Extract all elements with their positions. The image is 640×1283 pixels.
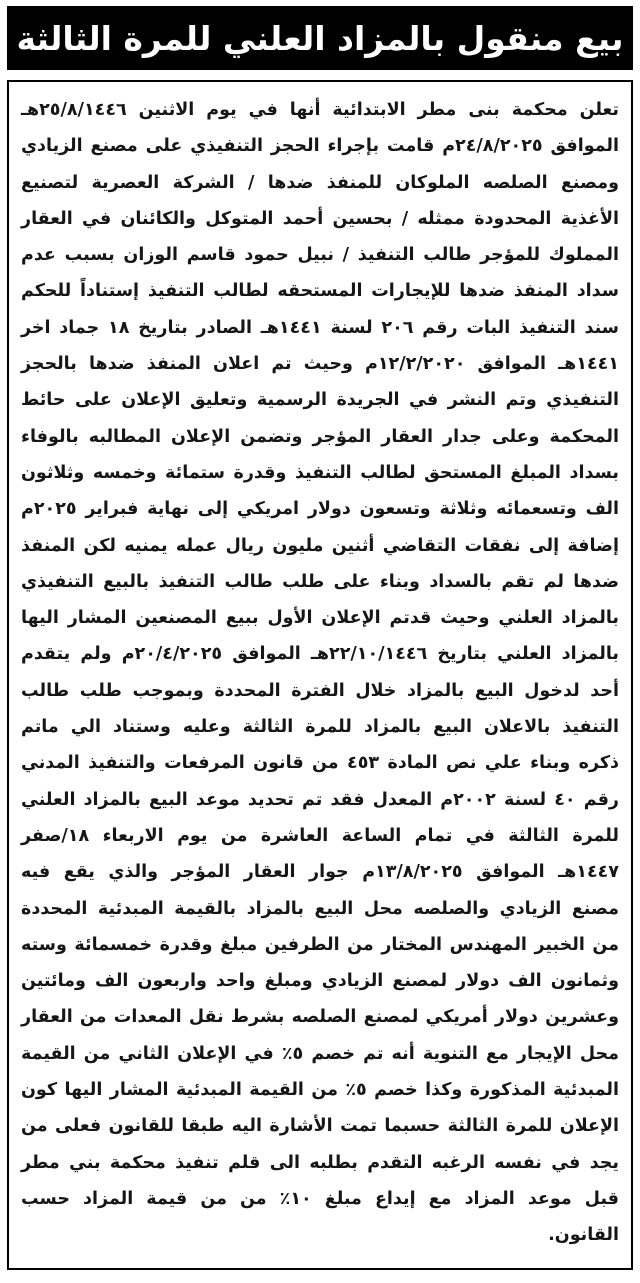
notice-body: تعلن محكمة بنى مطر الابتدائية أنها في يوم الاثنين ٢٥/٨/١٤٤٦هـ الموافق ٢٤/٨/٢٠٢٥م قامت بإجراء الحجز التنفيذي على مصنع الزيادي ومصنع الصلصه الملوكان للمنفذ ضدها / الشركة العصرية لتصنيع الأغذية المحدودة ممثله / بحسين أحمد المتوكل والكائنان في العقار المملوك للمؤجر طالب التنفيذ / نبيل حمود قاسم الوزان بسبب عدم سداد المنفذ ضدها للإيجارات المستحقه لطالب التنفيذ إستناداً للحكم سند التنفيذ البات رقم ٢٠٦ لسنة ١٤٤١هـ الصادر بتاريخ ١٨ جماد اخر ١٤٤١هـ الموافق ١٢/٢/٢٠٢٠م وحيث تم اعلان المنفذ ضدها بالحجز التنفيذي وتم النشر في الجريدة الرسمية وتعليق الإعلان على حائط المحكمة وعلى جدار العقار المؤجر وتضمن الإعلان المطالبه بالوفاء بسداد المبلغ المستحق لطالب التنفيذ وقدرة ستمائة وخمسه وثلاثون الف وتسعمائه وثلاثة وتسعون دولار امريكي إلى نهاية فبراير ٢٠٢٥م إضافة إلى نفقات التقاضي أثنين مليون ريال عمله يمنيه لكن المنفذ ضدها لم تقم بالسداد وبناء على طلب طالب التنفيذ بالبيع التنفيذي بالمزاد العلني وحيث قدتم الإعلان الأول ببيع المصنعين المشار اليها بالمزاد العلني بتاريخ ٢٢/١٠/١٤٤٦هـ الموافق ٢٠/٤/٢٠٢٥م ولم يتقدم أحد لدخول البيع بالمزاد خلال الفترة المحددة وبموجب طلب طالب التنفيذ بالاعلان البيع بالمزاد للمرة الثالثة وعليه وستناد الي ماتم ذكره وبناء علي نص المادة ٤٥٣ من قانون المرفعات والتنفيذ المدني رقم ٤٠ لسنة ٢٠٠٢م المعدل فقد تم تحديد موعد البيع بالمزاد العلني للمرة الثالثة في تمام الساعة العاشرة من يوم الاربعاء ١٨/صفر ١٤٤٧هـ الموافق ١٣/٨/٢٠٢٥م جوار العقار المؤجر والذي يقع فيه مصنع الزيادي والصلصه محل البيع بالمزاد بالقيمة المبدئية المحددة من الخبير المهندس المختار من الطرفين مبلغ وقدرة خمسمائة وسته وثمانون الف دولار لمصنع الزيادي ومبلغ واحد واربعون الف ومائتين وعشرين دولار أمريكي لمصنع الصلصه بشرط نقل المعدات من العقار محل الإيجار مع التنوية أنه تم خصم ٥٪ في الإعلان الثاني من القيمة المبدئية المذكورة وكذا خصم ٥٪ من القيمة المبدئية المشار اليها كون الإعلان للمرة الثالثة حسبما تمت الأشارة اليه طبقا للقانون فعلى من يجد في نفسه الرغبه التقدم بطلبه الى قلم تنفيذ محكمة بني مطر قبل موعد المزاد مع إيداع مبلغ ١٠٪ من من قيمة المزاد حسب القانون. [21, 100, 620, 1246]
title-banner [7, 6, 633, 70]
notice-title: بيع منقول بالمزاد العلني للمرة الثالثة [16, 18, 624, 58]
notice-frame [7, 80, 633, 1270]
